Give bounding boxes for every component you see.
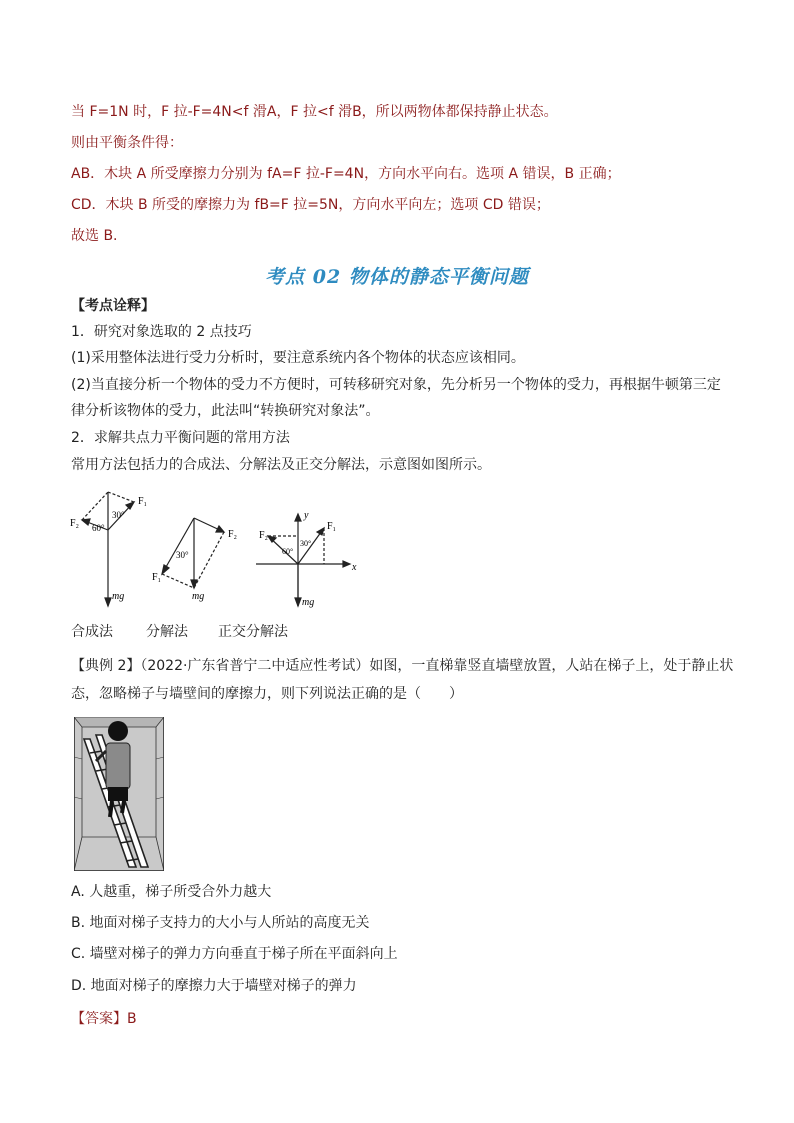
- ladder-figure: [74, 717, 164, 871]
- diagram3-mg-label: mg: [302, 597, 315, 608]
- option-b: B. 地面对梯子支持力的大小与人所站的高度无关: [71, 915, 370, 931]
- diagram2-f2-label: F₂: [228, 529, 238, 540]
- answer: 【答案】B: [71, 1011, 137, 1027]
- diagram1-angle30: 30°: [112, 510, 125, 520]
- diagram3-x-label: x: [352, 562, 357, 573]
- explain-item-1b-line2: 律分析该物体的受力，此法叫“转换研究对象法”。: [71, 403, 380, 419]
- diagram2-f1-label: F₁: [152, 572, 162, 583]
- explain-item-1b-line1: (2)当直接分析一个物体的受力不方便时，可转移研究对象，先分析另一个物体的受力，再根据牛顿第三定: [71, 377, 721, 393]
- diagram2-angle30: 30°: [176, 550, 189, 560]
- explain-item-1: 1．研究对象选取的 2 点技巧: [71, 324, 252, 340]
- explain-label: 【考点诠释】: [71, 298, 155, 314]
- diagram-synthesis: [82, 492, 134, 606]
- diagram3-angle30: 30°: [300, 539, 312, 548]
- diagram1-mg-label: mg: [112, 591, 125, 602]
- caption-decomposition: 分解法: [146, 624, 188, 640]
- solution-line-1: 当 F=1N 时，F 拉-F=4N<f 滑A，F 拉<f 滑B，所以两物体都保持静止状态。: [71, 104, 558, 120]
- caption-synthesis: 合成法: [71, 624, 113, 640]
- option-c: C. 墙壁对梯子的弹力方向垂直于梯子所在平面斜向上: [71, 946, 398, 962]
- force-diagrams: [66, 488, 366, 613]
- option-d: D. 地面对梯子的摩擦力大于墙壁对梯子的弹力: [71, 978, 357, 994]
- explain-item-1a: (1)采用整体法进行受力分析时，要注意系统内各个物体的状态应该相同。: [71, 350, 525, 366]
- example-line-1: 【典例 2】（2022·广东省普宁二中适应性考试）如图，一直梯靠竖直墙壁放置，人站在梯子上，处于静止状: [71, 658, 734, 674]
- diagram3-f2-label: F₂: [259, 530, 269, 541]
- explain-item-2a: 常用方法包括力的合成法、分解法及正交分解法，示意图如图所示。: [71, 457, 491, 473]
- section-heading: 考点 02 物体的静态平衡问题: [265, 266, 529, 288]
- diagram-decomposition: [162, 518, 224, 588]
- solution-line-3: AB．木块 A 所受摩擦力分别为 fA=F 拉-F=4N，方向水平向右。选项 A 错误，B 正确；: [71, 166, 621, 182]
- solution-line-2: 则由平衡条件得：: [71, 135, 183, 151]
- option-a: A. 人越重，梯子所受合外力越大: [71, 884, 272, 900]
- diagram1-angle60: 60°: [92, 523, 105, 533]
- diagram3-y-label: y: [304, 510, 309, 521]
- diagram2-mg-label: mg: [192, 591, 205, 602]
- caption-orthogonal: 正交分解法: [218, 624, 288, 640]
- diagram1-f2-label: F₂: [70, 518, 80, 529]
- solution-line-4: CD．木块 B 所受的摩擦力为 fB=F 拉=5N，方向水平向左；选项 CD 错误；: [71, 197, 550, 213]
- diagram1-f1-label: F₁: [138, 496, 148, 507]
- diagram3-f1-label: F₁: [327, 521, 337, 532]
- diagram3-angle60: 60°: [282, 547, 294, 556]
- solution-line-5: 故选 B.: [71, 228, 118, 244]
- explain-item-2: 2．求解共点力平衡问题的常用方法: [71, 430, 290, 446]
- example-line-2: 态，忽略梯子与墙壁间的摩擦力，则下列说法正确的是（ ）: [71, 686, 463, 702]
